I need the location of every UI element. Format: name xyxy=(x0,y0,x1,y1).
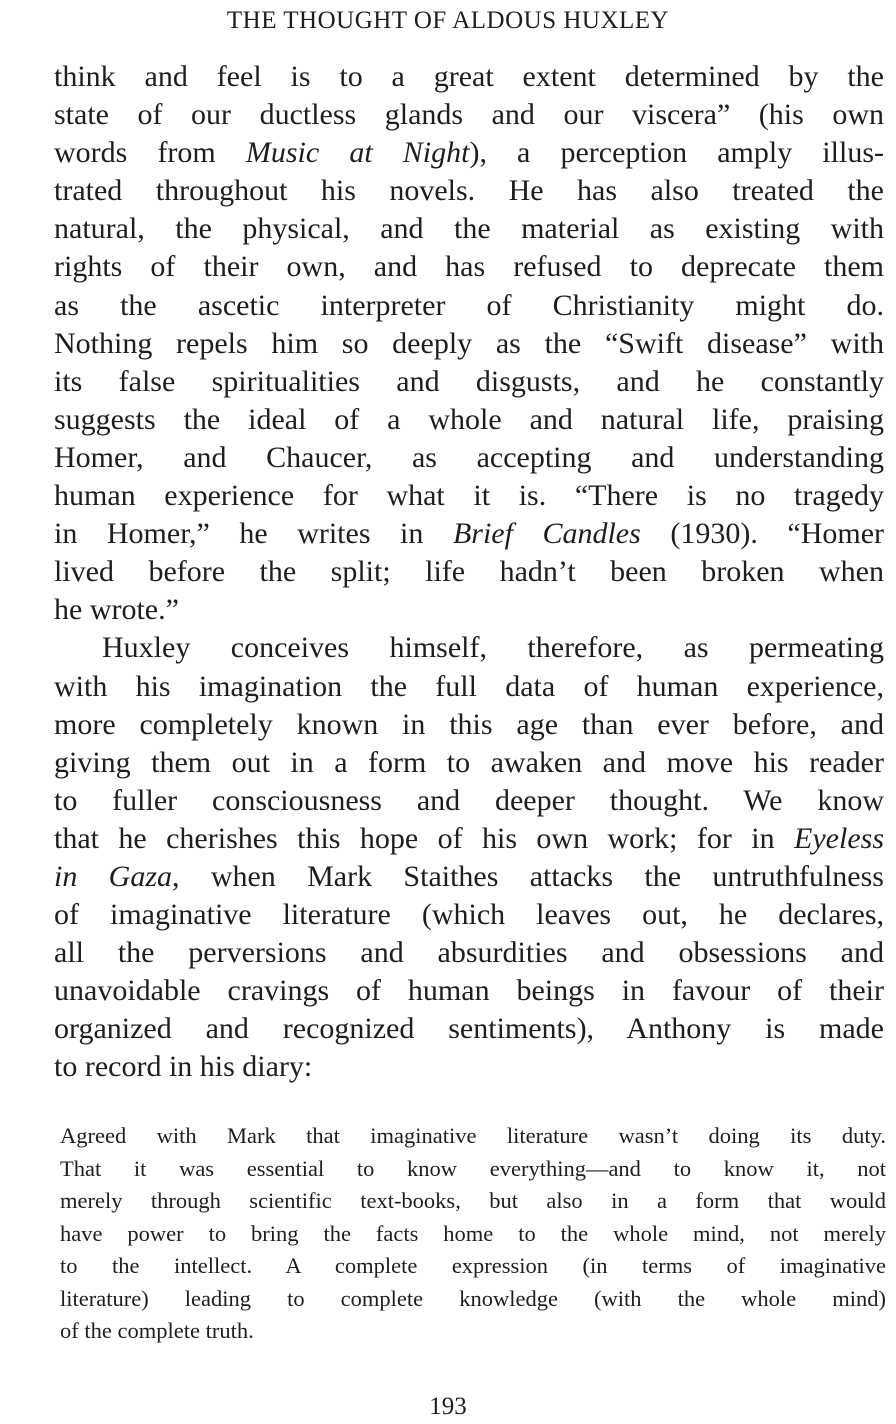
italic-title: Eyeless xyxy=(794,821,884,855)
text-line xyxy=(60,1120,886,1153)
text-line xyxy=(54,858,884,896)
text-run: human experience for what it is. “There is no tragedy xyxy=(54,479,884,513)
text-run: as the ascetic interpreter of Christianity might do. xyxy=(54,288,884,322)
text-run: state of our ductless glands and our viscera” (his own xyxy=(54,98,884,132)
text-line xyxy=(54,172,884,210)
text-line xyxy=(54,58,884,96)
running-head: THE THOUGHT OF ALDOUS HUXLEY xyxy=(226,7,670,34)
text-line xyxy=(54,706,884,744)
text-line xyxy=(54,1010,884,1048)
text-line xyxy=(54,934,884,972)
text-run: in Homer,” he writes in xyxy=(54,517,453,551)
text-run: rights of their own, and has refused to deprecate them xyxy=(54,250,884,284)
text-line xyxy=(54,477,884,515)
text-run: literature) leading to complete knowledge (with the whole mind) xyxy=(60,1285,886,1311)
text-line xyxy=(60,1218,886,1251)
text-line xyxy=(54,96,884,134)
text-line xyxy=(54,972,884,1010)
text-line xyxy=(60,1185,886,1218)
italic-title: Brief Candles xyxy=(452,517,641,551)
text-run: (1930). “Homer xyxy=(640,517,884,551)
text-line xyxy=(54,134,884,172)
text-line xyxy=(54,325,884,363)
text-run: Huxley conceives himself, therefore, as permeating xyxy=(102,631,884,665)
text-run: Homer, and Chaucer, as accepting and understanding xyxy=(54,440,884,474)
text-run: words from xyxy=(54,136,246,170)
text-line xyxy=(54,591,884,629)
text-line xyxy=(60,1153,886,1186)
text-run: Agreed with Mark that imaginative literature wasn’t doing its duty. xyxy=(60,1123,886,1148)
text-run: organized and recognized sentiments), Anthony is made xyxy=(54,1012,884,1046)
text-run: unavoidable cravings of human beings in favour of their xyxy=(54,974,884,1008)
text-run: Nothing repels him so deeply as the “Swift disease” with xyxy=(54,326,884,360)
text-line xyxy=(54,1048,884,1086)
text-run: of the complete truth. xyxy=(60,1318,254,1343)
paragraph-2 xyxy=(54,629,884,1086)
text-run: its false spiritualities and disgusts, and he constantly xyxy=(54,364,884,398)
text-line xyxy=(54,820,884,858)
text-run: all the perversions and absurdities and obsessions and xyxy=(54,936,884,970)
text-run: have power to bring the facts home to the whole mind, not merely xyxy=(60,1220,886,1246)
italic-title: in Gaza xyxy=(54,859,172,893)
text-run: to the intellect. A complete expression (in terms of imaginative xyxy=(60,1253,886,1278)
text-run: That it was essential to know everything—and to know it, not xyxy=(60,1155,886,1181)
text-line xyxy=(60,1250,886,1283)
text-line xyxy=(54,401,884,439)
text-line xyxy=(54,248,884,286)
text-run: , when Mark Staithes attacks the untruthfulness xyxy=(172,859,884,893)
text-line xyxy=(60,1283,886,1316)
text-run: trated throughout his novels. He has also treated the xyxy=(54,174,884,208)
text-run: think and feel is to a great extent determined by the xyxy=(54,60,884,93)
text-line xyxy=(54,363,884,401)
text-run: more completely known in this age than ever before, and xyxy=(54,707,884,741)
text-run: suggests the ideal of a whole and natural life, praising xyxy=(54,402,884,436)
text-run: he wrote.” xyxy=(54,593,179,627)
text-line xyxy=(54,896,884,934)
text-line xyxy=(54,287,884,325)
text-line xyxy=(54,782,884,820)
page-number: 193 xyxy=(429,1393,467,1420)
text-run: ), a perception amply illus- xyxy=(469,136,884,170)
text-line xyxy=(54,744,884,782)
text-line xyxy=(60,1315,886,1348)
text-line xyxy=(54,210,884,248)
text-line xyxy=(54,668,884,706)
text-line xyxy=(54,439,884,477)
italic-title: Music at Night xyxy=(245,136,470,170)
paragraph-1 xyxy=(54,58,884,629)
text-run: merely through scientific text-books, but also in a form that would xyxy=(60,1188,886,1213)
text-line xyxy=(54,629,884,667)
text-line xyxy=(54,553,884,591)
block-quote xyxy=(60,1120,886,1348)
body-text xyxy=(54,58,884,1087)
text-run: to record in his diary: xyxy=(54,1050,313,1084)
text-run: that he cherishes this hope of his own work; for in xyxy=(54,821,795,855)
text-run: natural, the physical, and the material as existing with xyxy=(54,212,884,246)
text-line xyxy=(54,515,884,553)
text-run: giving them out in a form to awaken and move his reader xyxy=(54,745,884,779)
text-run: lived before the split; life hadn’t been broken when xyxy=(54,555,884,589)
text-run: of imaginative literature (which leaves out, he declares, xyxy=(54,898,884,932)
text-run: with his imagination the full data of human experience, xyxy=(54,669,884,703)
text-run: to fuller consciousness and deeper thought. We know xyxy=(54,783,884,817)
